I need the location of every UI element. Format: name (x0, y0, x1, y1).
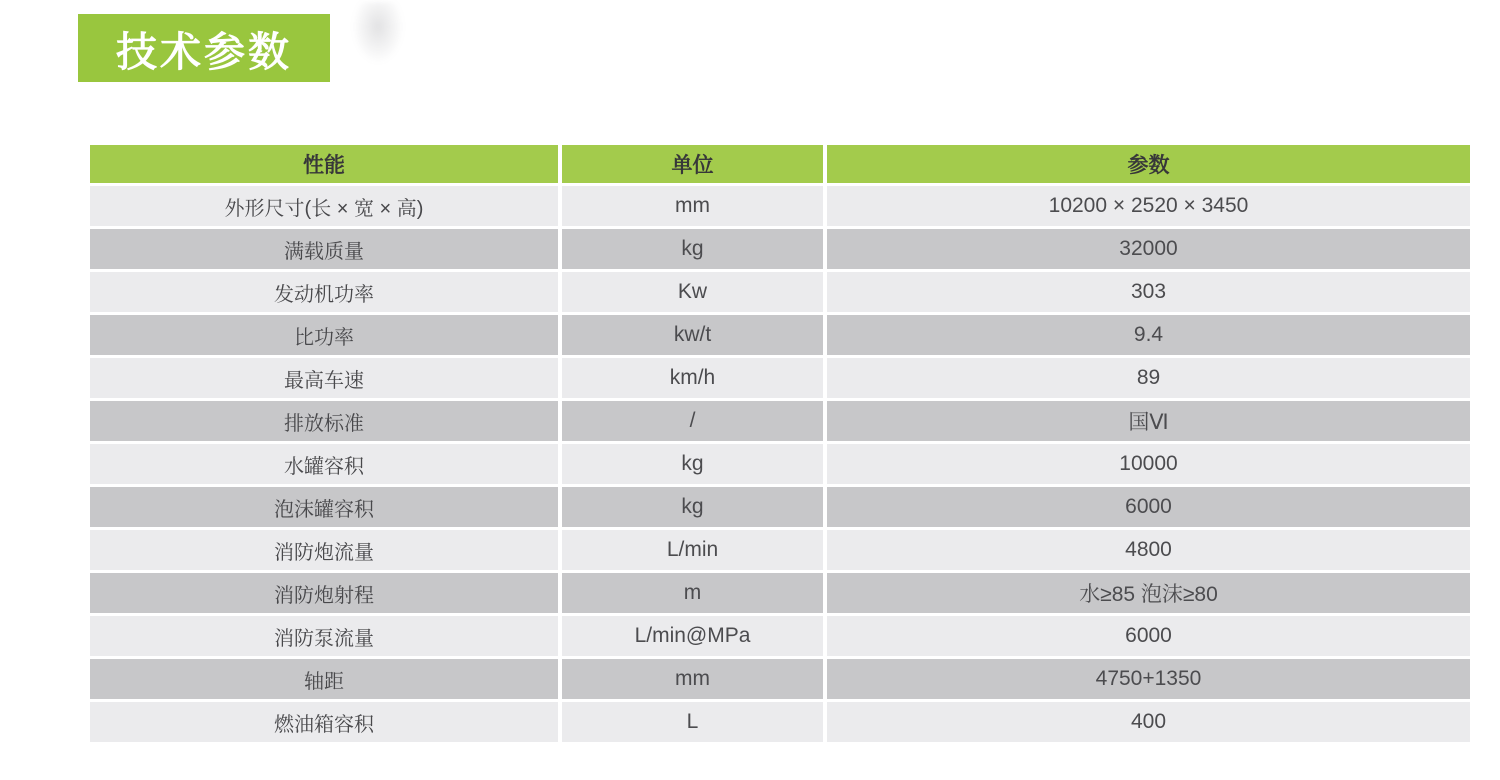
spec-unit: / (562, 401, 823, 441)
spec-value: 4800 (827, 530, 1470, 570)
table-row (90, 702, 1470, 742)
spec-unit: m (562, 573, 823, 613)
spec-unit: kg (562, 229, 823, 269)
spec-value: 303 (827, 272, 1470, 312)
spec-unit: L/min (562, 530, 823, 570)
table-row (90, 229, 1470, 269)
spec-unit: L/min@MPa (562, 616, 823, 656)
spec-name: 轴距 (90, 659, 558, 699)
spec-value: 6000 (827, 616, 1470, 656)
spec-name: 消防泵流量 (90, 616, 558, 656)
spec-name: 消防炮流量 (90, 530, 558, 570)
spec-unit: kg (562, 444, 823, 484)
spec-value: 10200 × 2520 × 3450 (827, 186, 1470, 226)
table-row (90, 530, 1470, 570)
table-row (90, 616, 1470, 656)
table-row (90, 659, 1470, 699)
column-header-parameter: 参数 (827, 145, 1470, 183)
table-row (90, 487, 1470, 527)
spec-name: 燃油箱容积 (90, 702, 558, 742)
spec-name: 排放标准 (90, 401, 558, 441)
spec-value: 水≥85 泡沫≥80 (827, 573, 1470, 613)
spec-value: 国Ⅵ (827, 401, 1470, 441)
spec-name: 比功率 (90, 315, 558, 355)
spec-unit: mm (562, 659, 823, 699)
spec-value: 10000 (827, 444, 1470, 484)
table-row (90, 401, 1470, 441)
table-row (90, 315, 1470, 355)
spec-unit: mm (562, 186, 823, 226)
spec-unit: kw/t (562, 315, 823, 355)
spec-value: 89 (827, 358, 1470, 398)
column-header-performance: 性能 (90, 145, 558, 183)
spec-value: 32000 (827, 229, 1470, 269)
table-row (90, 573, 1470, 613)
spec-name: 消防炮射程 (90, 573, 558, 613)
spec-name: 满载质量 (90, 229, 558, 269)
spec-name: 发动机功率 (90, 272, 558, 312)
table-row (90, 444, 1470, 484)
spec-unit: km/h (562, 358, 823, 398)
spec-unit: kg (562, 487, 823, 527)
spec-value: 4750+1350 (827, 659, 1470, 699)
spec-name: 泡沫罐容积 (90, 487, 558, 527)
spec-value: 400 (827, 702, 1470, 742)
spec-value: 9.4 (827, 315, 1470, 355)
spec-table (90, 145, 1470, 745)
spec-unit: Kw (562, 272, 823, 312)
section-title: 技术参数 (116, 28, 292, 75)
spec-value: 6000 (827, 487, 1470, 527)
column-header-unit: 单位 (562, 145, 823, 183)
table-header-row (90, 145, 1470, 183)
decorative-smudge (352, 2, 404, 64)
section-title-badge (78, 14, 330, 82)
spec-name: 水罐容积 (90, 444, 558, 484)
table-row (90, 186, 1470, 226)
spec-name: 最高车速 (90, 358, 558, 398)
spec-unit: L (562, 702, 823, 742)
spec-name: 外形尺寸(长 × 宽 × 高) (90, 186, 558, 226)
table-row (90, 272, 1470, 312)
table-row (90, 358, 1470, 398)
